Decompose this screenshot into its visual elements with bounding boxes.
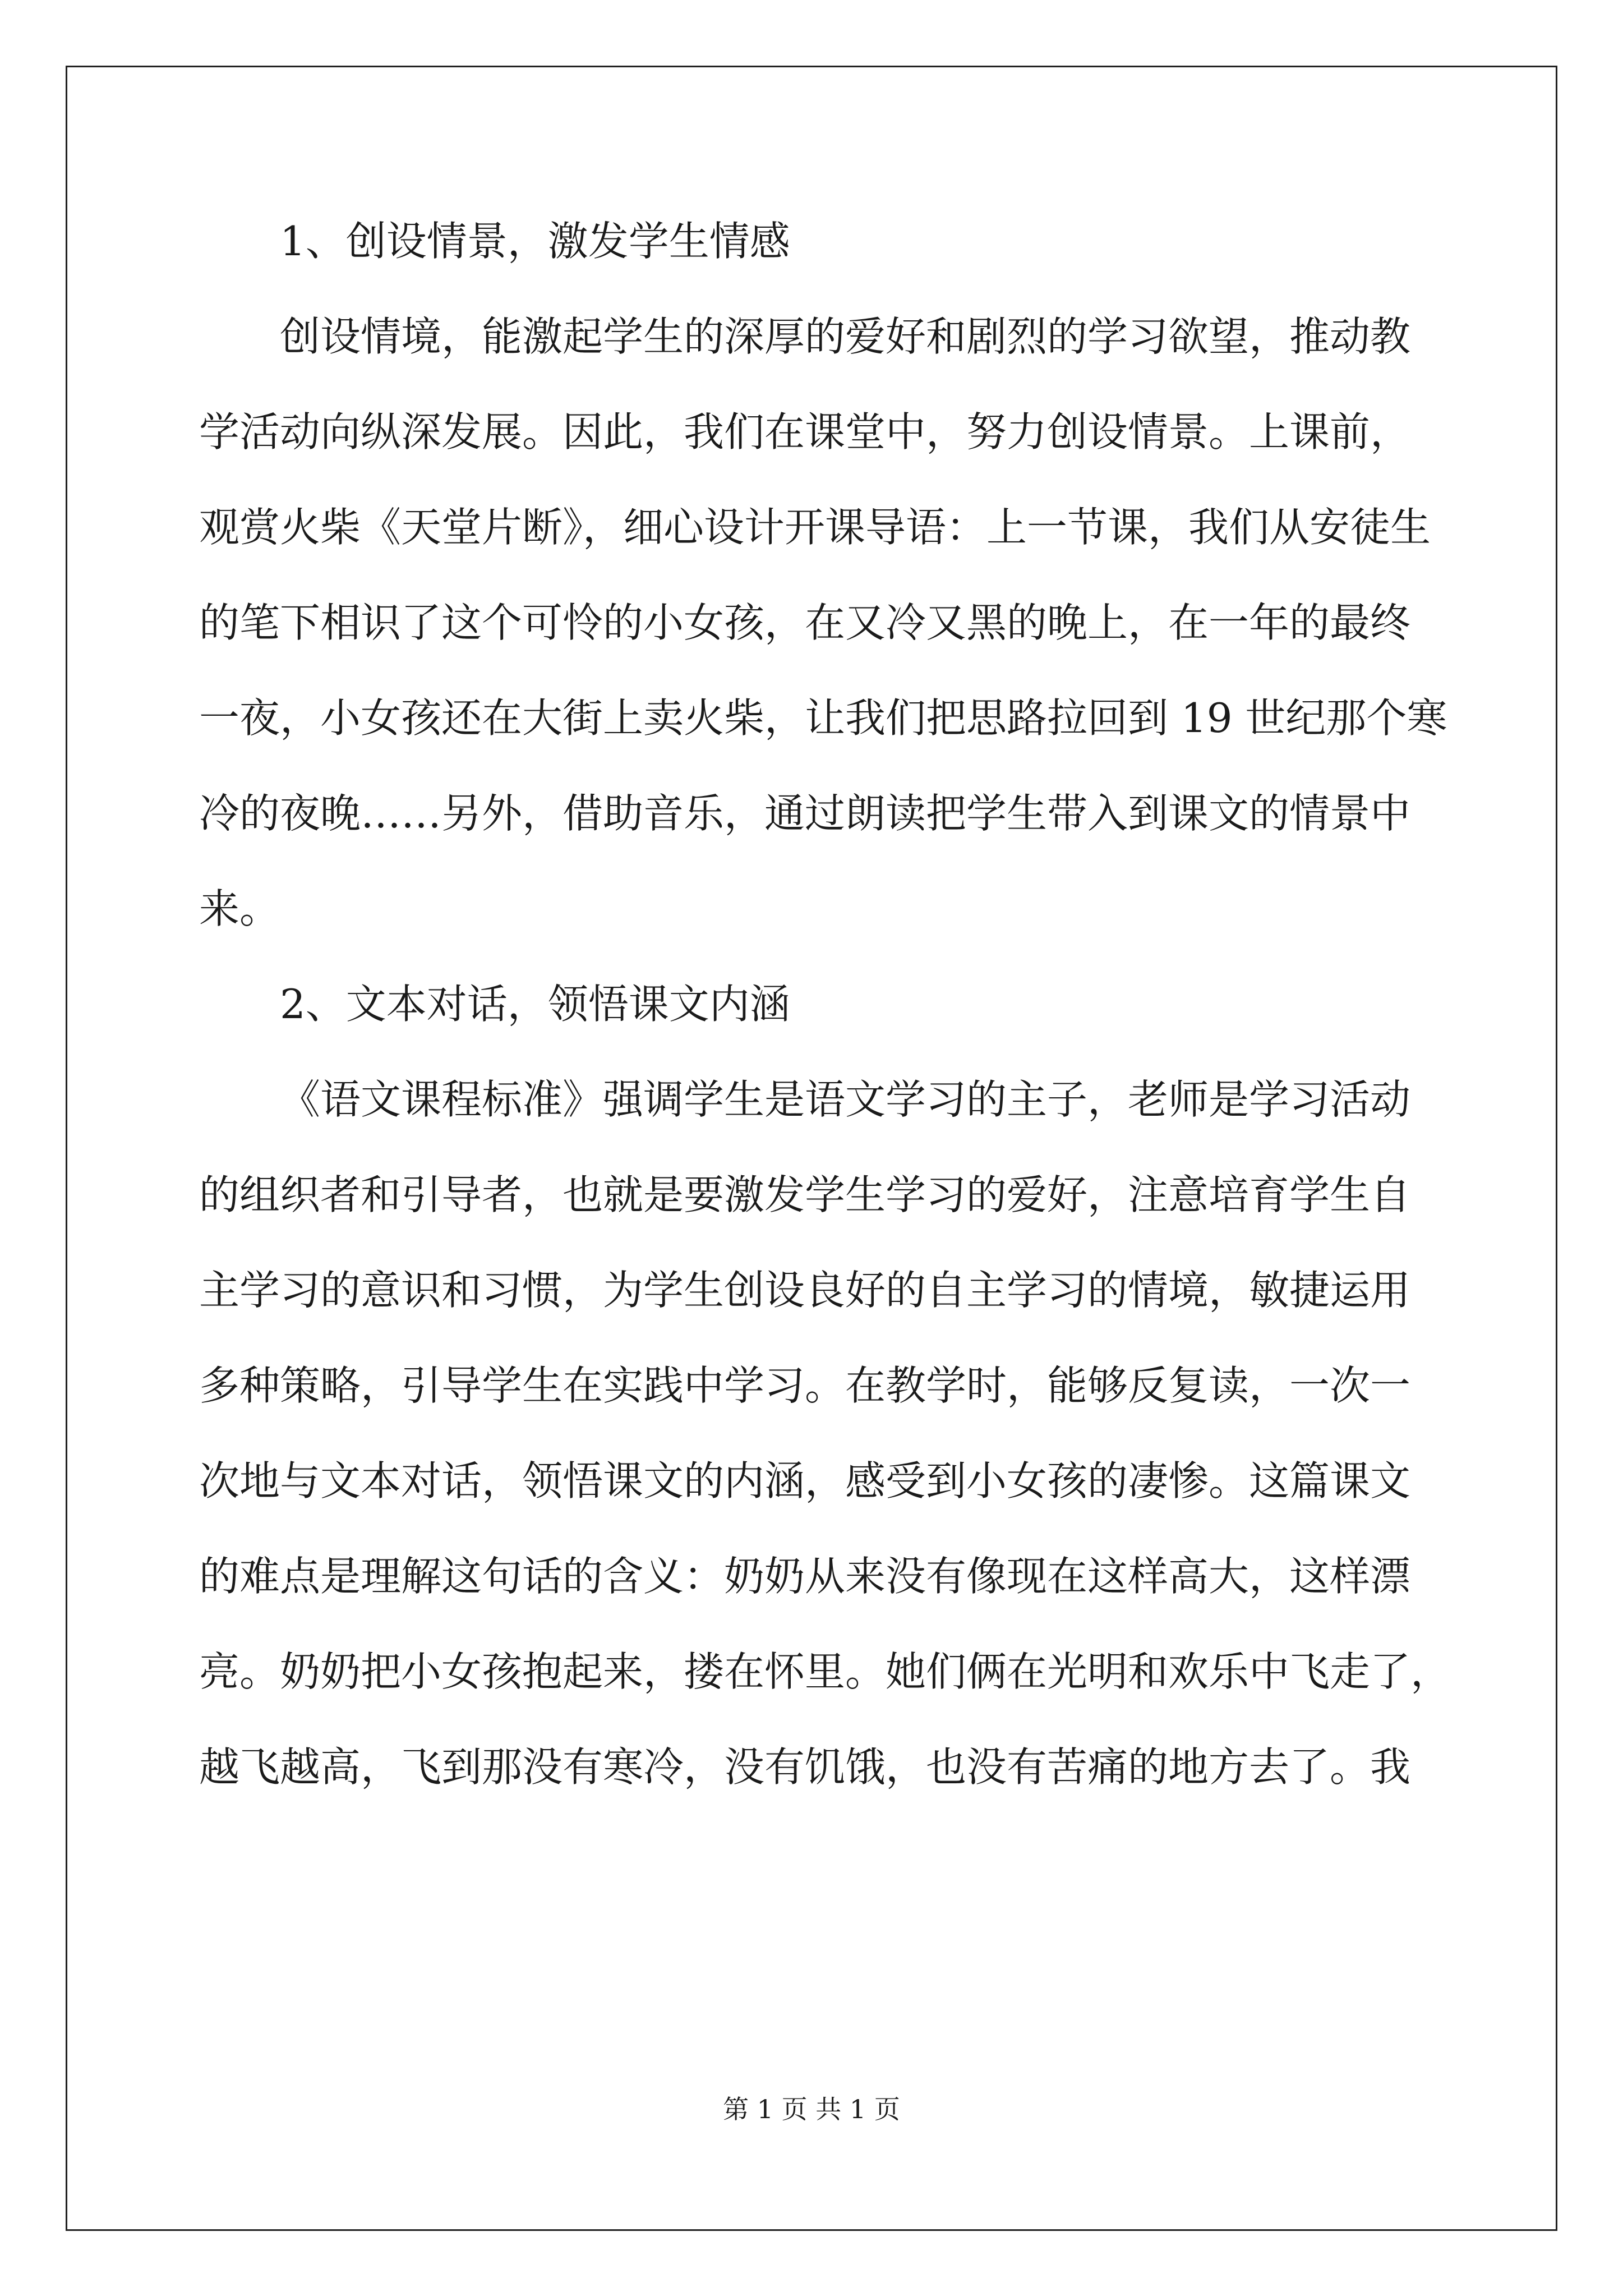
paragraph-line: 多种策略，引导学生在实践中学习。在教学时，能够反复读，一次一	[199, 1362, 1411, 1409]
section-heading-2: 2、文本对话，领悟课文内涵	[280, 981, 790, 1028]
paragraph-line: 主学习的意识和习惯，为学生创设良好的自主学习的情境，敏捷运用	[199, 1267, 1411, 1314]
paragraph-line: 观赏火柴《天堂片断》，细心设计开课导语：上一节课，我们从安徒生	[199, 504, 1431, 551]
paragraph-line: 来。	[199, 885, 280, 932]
paragraph-line: 一夜，小女孩还在大街上卖火柴，让我们把思路拉回到 19 世纪那个寒	[199, 694, 1447, 742]
paragraph-line: 次地与文本对话，领悟课文的内涵，感受到小女孩的凄惨。这篇课文	[199, 1457, 1411, 1504]
paragraph-line: 创设情境，能激起学生的深厚的爱好和剧烈的学习欲望，推动教	[280, 313, 1411, 360]
paragraph-line: 学活动向纵深发展。因此，我们在课堂中，努力创设情景。上课前，	[199, 408, 1411, 455]
paragraph-line: 的组织者和引导者，也就是要激发学生学习的爱好，注意培育学生自	[199, 1171, 1411, 1218]
paragraph-line: 的笔下相识了这个可怜的小女孩，在又冷又黑的晚上，在一年的最终	[199, 599, 1411, 646]
section-heading-1: 1、创设情景，激发学生情感	[280, 218, 790, 265]
paragraph-line: 冷的夜晚……另外，借助音乐，通过朗读把学生带入到课文的情景中	[199, 790, 1411, 837]
paragraph-line: 的难点是理解这句话的含义：奶奶从来没有像现在这样高大，这样漂	[199, 1553, 1411, 1600]
paragraph-line: 越飞越高，飞到那没有寒冷，没有饥饿，也没有苦痛的地方去了。我	[199, 1743, 1411, 1791]
page-border	[66, 66, 1557, 2231]
paragraph-line: 亮。奶奶把小女孩抱起来，搂在怀里。她们俩在光明和欢乐中飞走了，	[199, 1648, 1451, 1695]
paragraph-line: 《语文课程标准》强调学生是语文学习的主子，老师是学习活动	[280, 1076, 1411, 1123]
page-footer: 第 1 页 共 1 页	[723, 2094, 900, 2124]
